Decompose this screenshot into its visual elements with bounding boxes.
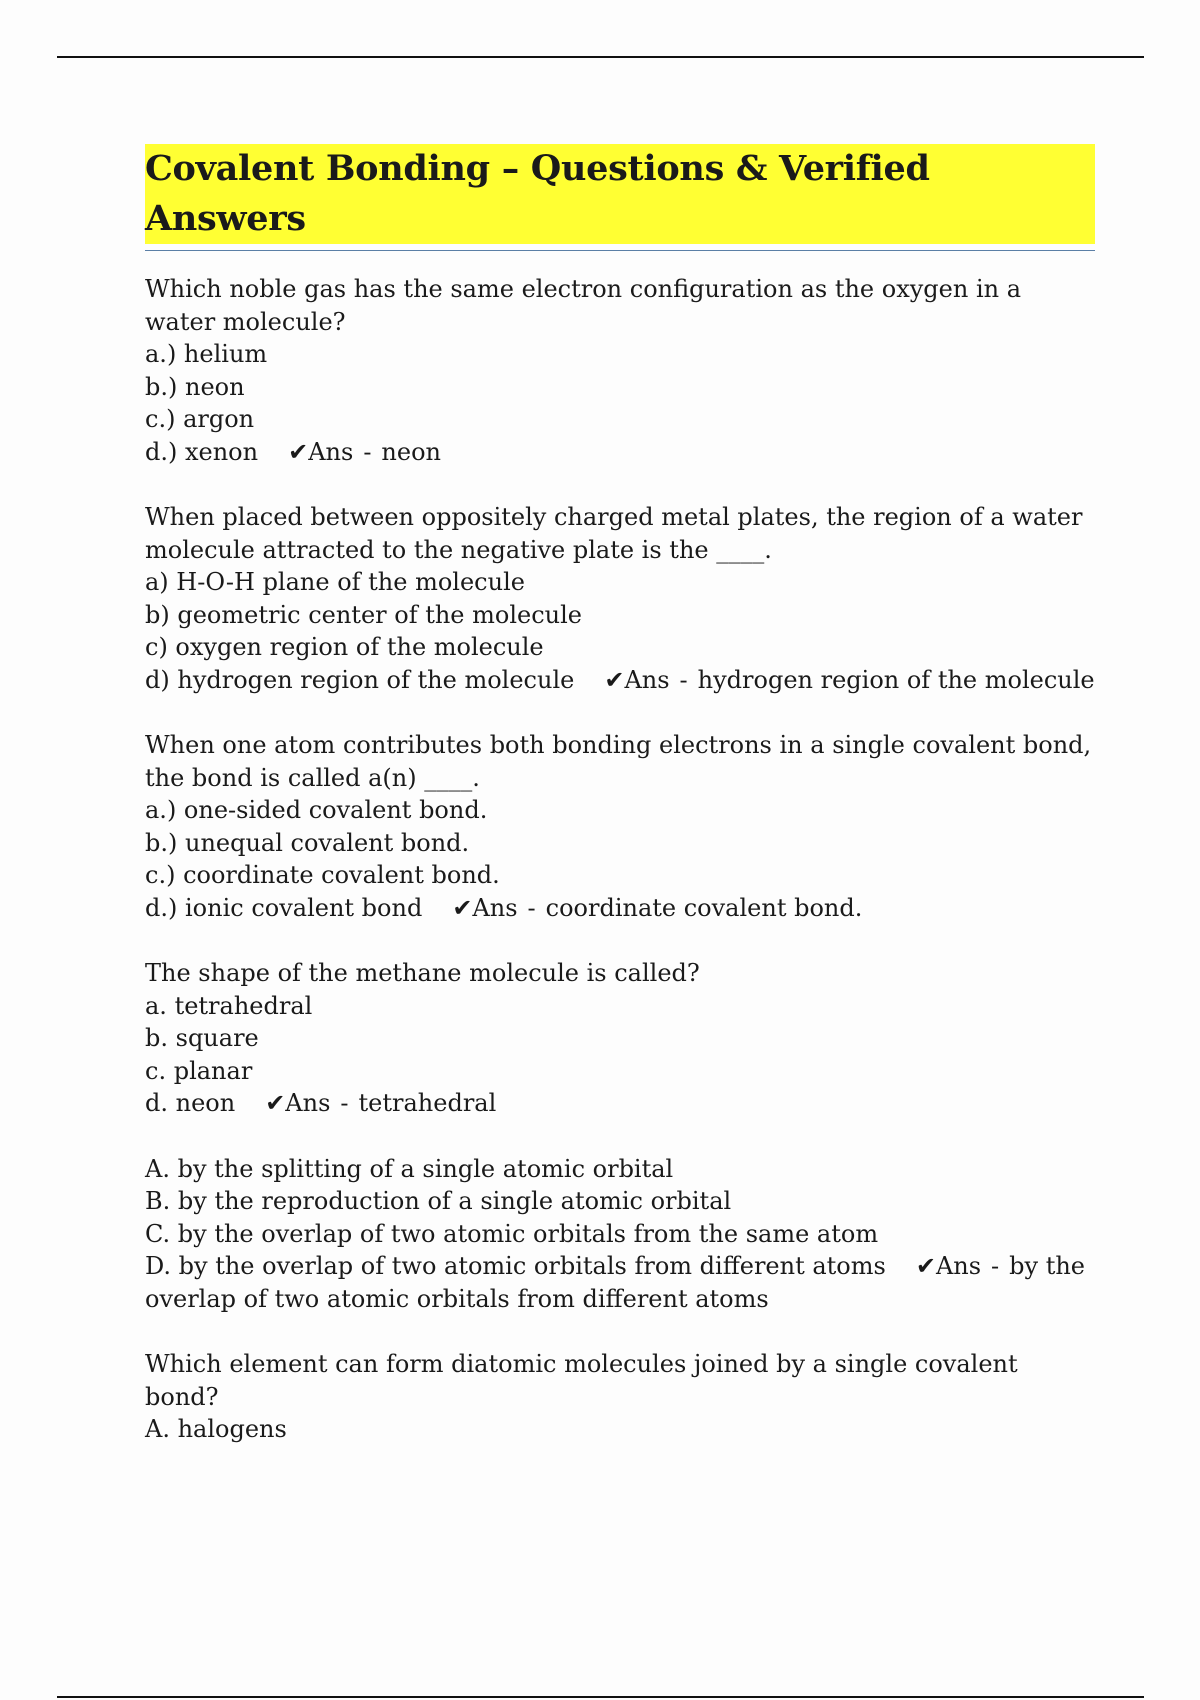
- question-3: [145, 729, 1095, 924]
- option-d-with-answer: [145, 436, 1095, 469]
- question-prompt: Which noble gas has the same electron configuration as the oxygen in a water molecule?: [145, 275, 1022, 336]
- answer-text: hydrogen region of the molecule: [697, 665, 1095, 694]
- option-b: b.) unequal covalent bond.: [145, 828, 470, 857]
- question-prompt: When placed between oppositely charged metal plates, the region of a water molecule attracted to the negative plate is the ____.: [145, 503, 1083, 564]
- answer-separator: -: [679, 665, 688, 694]
- option-a: a.) one-sided covalent bond.: [145, 796, 488, 824]
- answer-text: coordinate covalent bond.: [545, 893, 863, 922]
- option-a: A. halogens: [145, 1415, 287, 1443]
- page-title: Covalent Bonding – Questions & Verified Answers: [145, 144, 1095, 244]
- option-b: b.) neon: [145, 372, 245, 401]
- option-d: d. neon: [145, 1089, 236, 1117]
- question-1: [145, 273, 1095, 468]
- option-d: D. by the overlap of two atomic orbitals from different atoms: [145, 1252, 886, 1280]
- question-2: [145, 501, 1095, 696]
- answer-label: ✔Ans: [452, 893, 518, 922]
- question-prompt: The shape of the methane molecule is called?: [145, 959, 700, 987]
- question-6: [145, 1348, 1095, 1446]
- option-d-with-answer: [145, 1087, 1095, 1120]
- option-d: d) hydrogen region of the molecule: [145, 665, 575, 694]
- option-d: d.) ionic covalent bond: [145, 893, 423, 922]
- option-d-with-answer: [145, 1250, 1095, 1315]
- option-b: b) geometric center of the molecule: [145, 600, 583, 629]
- option-a: a) H-O-H plane of the molecule: [145, 568, 525, 596]
- answer-label: ✔Ans: [915, 1252, 982, 1280]
- option-d-with-answer: [145, 892, 1095, 925]
- answer-text: by the overlap of two atomic orbitals from different atoms: [145, 1252, 1086, 1313]
- option-c: C. by the overlap of two atomic orbitals from the same atom: [145, 1219, 879, 1248]
- question-5: [145, 1153, 1095, 1316]
- question-4: [145, 957, 1095, 1120]
- option-c: c. planar: [145, 1056, 253, 1085]
- top-rule: [57, 56, 1144, 58]
- answer-separator: -: [527, 893, 536, 922]
- question-prompt: When one atom contributes both bonding electrons in a single covalent bond, the bond is called a(n) ____.: [145, 731, 1092, 792]
- document-body: [145, 144, 1095, 1479]
- option-b: B. by the reproduction of a single atomic orbital: [145, 1187, 732, 1215]
- answer-separator: -: [363, 437, 372, 466]
- answer-text: tetrahedral: [358, 1089, 497, 1117]
- option-a: a.) helium: [145, 340, 268, 368]
- option-d-with-answer: [145, 664, 1095, 697]
- bottom-rule: [57, 1696, 1144, 1698]
- answer-text: neon: [381, 437, 441, 466]
- option-c: c) oxygen region of the molecule: [145, 633, 544, 661]
- answer-separator: -: [340, 1089, 349, 1117]
- answer-label: ✔Ans: [265, 1089, 331, 1117]
- option-a: A. by the splitting of a single atomic orbital: [145, 1154, 674, 1183]
- answer-label: ✔Ans: [288, 437, 354, 466]
- option-b: b. square: [145, 1024, 259, 1052]
- option-a: a. tetrahedral: [145, 991, 313, 1020]
- option-d: d.) xenon: [145, 437, 259, 466]
- question-prompt: Which element can form diatomic molecules joined by a single covalent bond?: [145, 1350, 1018, 1411]
- option-c: c.) argon: [145, 405, 255, 433]
- option-c: c.) coordinate covalent bond.: [145, 861, 500, 889]
- answer-separator: -: [991, 1252, 1000, 1280]
- answer-label: ✔Ans: [604, 665, 670, 694]
- title-block: [145, 144, 1095, 251]
